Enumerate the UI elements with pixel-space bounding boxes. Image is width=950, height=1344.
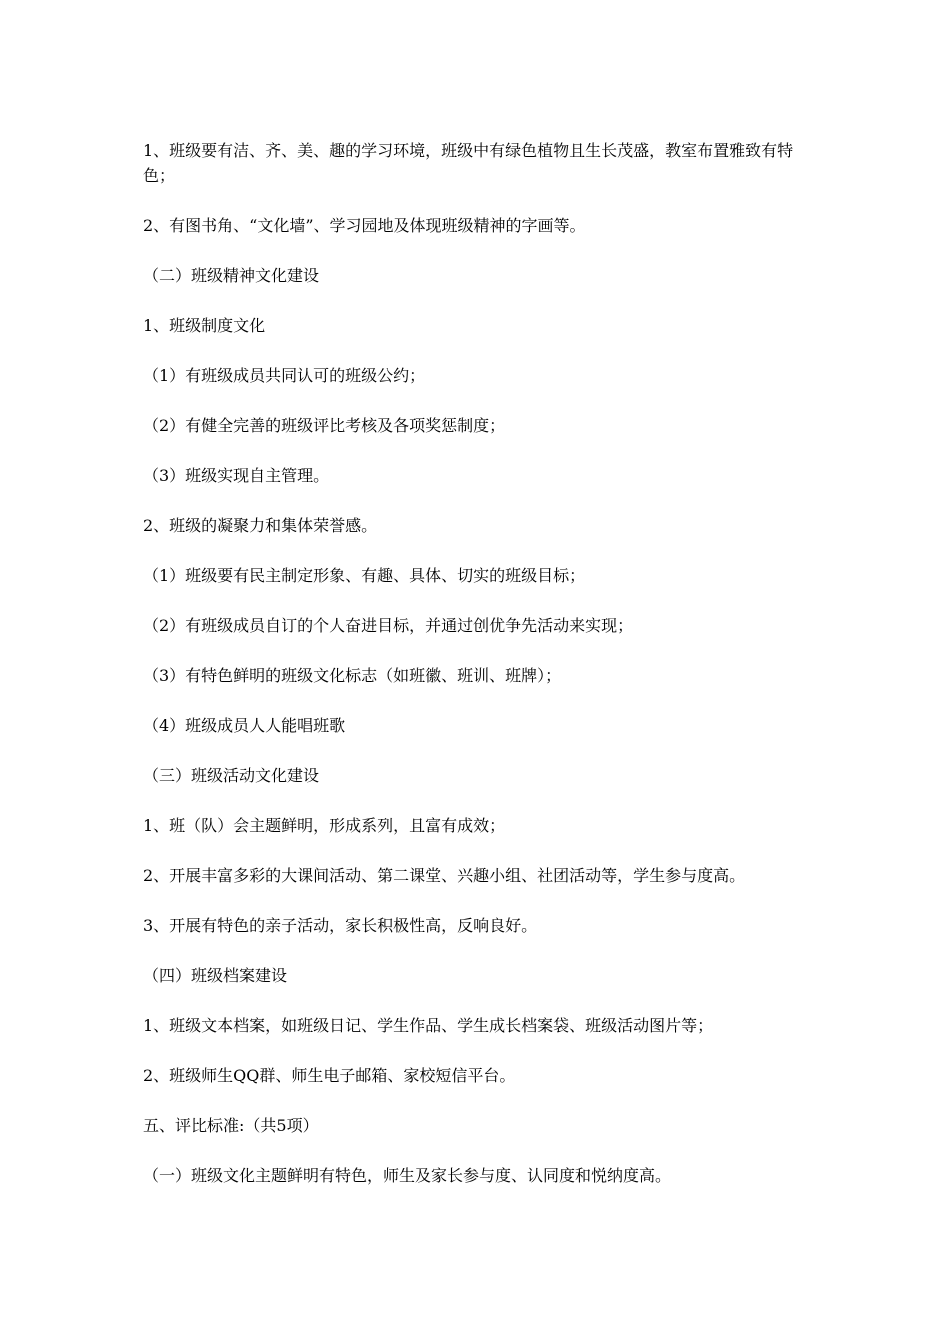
paragraph-10: （3）有特色鲜明的班级文化标志（如班徽、班训、班牌）；	[143, 666, 562, 685]
paragraph-4: （1）有班级成员共同认可的班级公约；	[143, 366, 426, 385]
paragraph-17: （一）班级文化主题鲜明有特色，师生及家长参与度、认同度和悦纳度高。	[143, 1166, 672, 1185]
paragraph-6: （3）班级实现自主管理。	[143, 466, 330, 485]
paragraph-12: 1、班（队）会主题鲜明，形成系列，且富有成效；	[143, 816, 506, 835]
paragraph-7: 2、班级的凝聚力和集体荣誉感。	[143, 516, 378, 535]
paragraph-5: （2）有健全完善的班级评比考核及各项奖惩制度；	[143, 416, 506, 435]
document-body	[143, 138, 823, 1188]
paragraph-11: （4）班级成员人人能唱班歌	[143, 716, 346, 735]
paragraph-8: （1）班级要有民主制定形象、有趣、具体、切实的班级目标；	[143, 566, 586, 585]
paragraph-1: 1、班级要有洁、齐、美、趣的学习环境，班级中有绿色植物且生长茂盛，教室布置雅致有特色；	[143, 141, 794, 185]
paragraph-3: 1、班级制度文化	[143, 316, 266, 335]
paragraph-2: 2、有图书角、“文化墙”、学习园地及体现班级精神的字画等。	[143, 216, 586, 235]
paragraph-16: 2、班级师生QQ群、师生电子邮箱、家校短信平台。	[143, 1066, 516, 1085]
section-heading-2: （二）班级精神文化建设	[143, 266, 320, 285]
section-heading-4: （四）班级档案建设	[143, 966, 288, 985]
paragraph-15: 1、班级文本档案，如班级日记、学生作品、学生成长档案袋、班级活动图片等；	[143, 1016, 714, 1035]
section-heading-5: 五、评比标准:（共5项）	[143, 1116, 319, 1135]
paragraph-14: 3、开展有特色的亲子活动，家长积极性高，反响良好。	[143, 916, 538, 935]
paragraph-13: 2、开展丰富多彩的大课间活动、第二课堂、兴趣小组、社团活动等，学生参与度高。	[143, 866, 746, 885]
section-heading-3: （三）班级活动文化建设	[143, 766, 320, 785]
paragraph-9: （2）有班级成员自订的个人奋进目标，并通过创优争先活动来实现；	[143, 616, 634, 635]
